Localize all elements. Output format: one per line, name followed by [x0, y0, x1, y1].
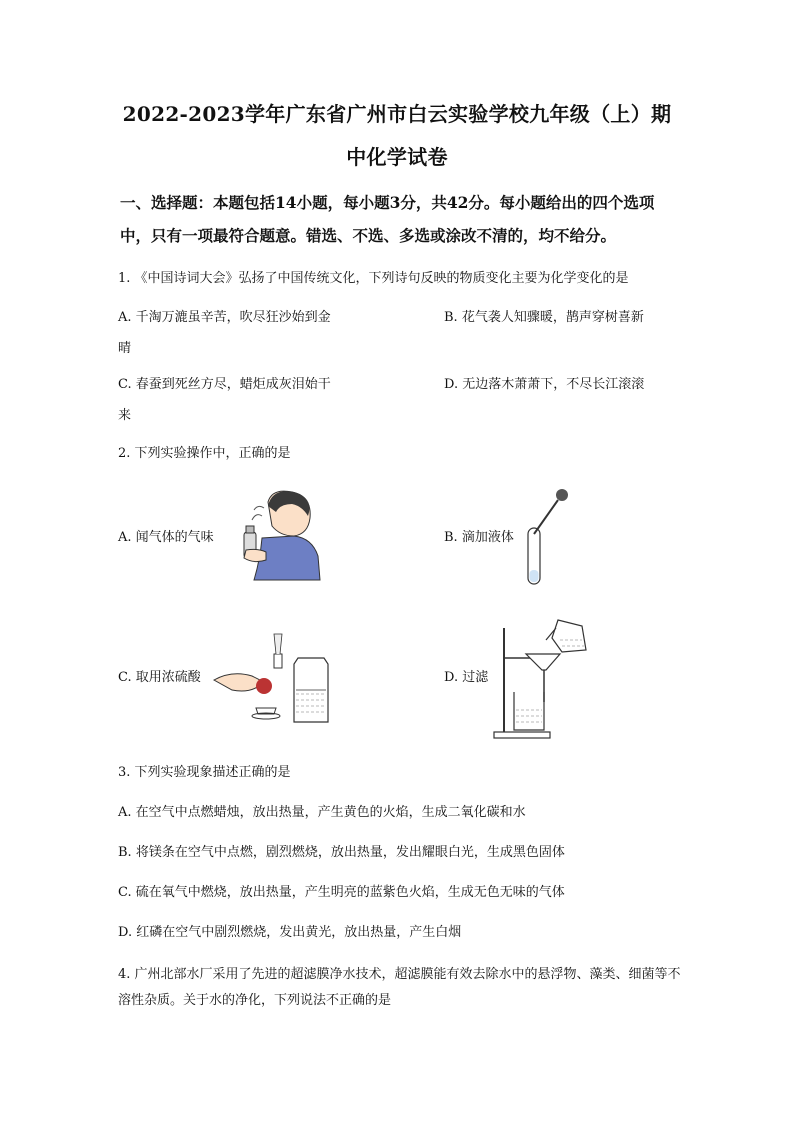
- question-1-option-a-wrap: 晴: [118, 341, 132, 356]
- question-1-option-a: A. 千淘万漉虽辛苦，吹尽狂沙始到金: [118, 310, 331, 325]
- section-heading: 一、选择题：本题包括14小题，每小题3分，共42分。每小题给出的四个选项中，只有一项最符合题意。错选、不选、多选或涂改不清的，均不给分。: [120, 193, 655, 245]
- question-2-option-d: D. 过滤: [444, 670, 489, 685]
- question-2-option-a: A. 闻气体的气味: [118, 530, 214, 545]
- question-1-option-c: C. 春蚕到死丝方尽，蜡炬成灰泪始干: [118, 377, 331, 392]
- dropper-test-tube-illustration: [512, 488, 582, 588]
- question-1-option-b: B. 花气袭人知骤暖，鹊声穿树喜新: [444, 310, 644, 325]
- question-3-option-a: A. 在空气中点燃蜡烛，放出热量，产生黄色的火焰，生成二氧化碳和水: [118, 805, 526, 820]
- question-4-stem: 4. 广州北部水厂采用了先进的超滤膜净水技术，超滤膜能有效去除水中的悬浮物、藻类、细菌等不溶性杂质。关于水的净化，下列说法不正确的是: [118, 967, 681, 1008]
- sulfuric-acid-illustration: [212, 630, 342, 728]
- question-1-stem: 1. 《中国诗词大会》弘扬了中国传统文化，下列诗句反映的物质变化主要为化学变化的是: [118, 271, 629, 286]
- smelling-gas-illustration: [232, 490, 324, 582]
- question-2-stem: 2. 下列实验操作中，正确的是: [118, 446, 291, 461]
- question-3-option-c: C. 硫在氧气中燃烧，放出热量，产生明亮的蓝紫色火焰，生成无色无味的气体: [118, 885, 565, 900]
- question-2-option-c: C. 取用浓硫酸: [118, 670, 201, 685]
- question-3-option-b: B. 将镁条在空气中点燃，剧烈燃烧，放出热量，发出耀眼白光，生成黑色固体: [118, 845, 565, 860]
- exam-title-line-2: 中化学试卷: [346, 145, 448, 169]
- question-1-option-c-wrap: 来: [118, 408, 132, 423]
- question-1-option-d: D. 无边落木萧萧下，不尽长江滚滚: [444, 377, 645, 392]
- question-3-stem: 3. 下列实验现象描述正确的是: [118, 765, 291, 780]
- question-2-option-b: B. 滴加液体: [444, 530, 514, 545]
- question-3-option-d: D. 红磷在空气中剧烈燃烧，发出黄光，放出热量，产生白烟: [118, 925, 462, 940]
- filtration-illustration: [490, 618, 594, 742]
- exam-title-line-1: 2022-2023学年广东省广州市白云实验学校九年级（上）期: [122, 102, 672, 126]
